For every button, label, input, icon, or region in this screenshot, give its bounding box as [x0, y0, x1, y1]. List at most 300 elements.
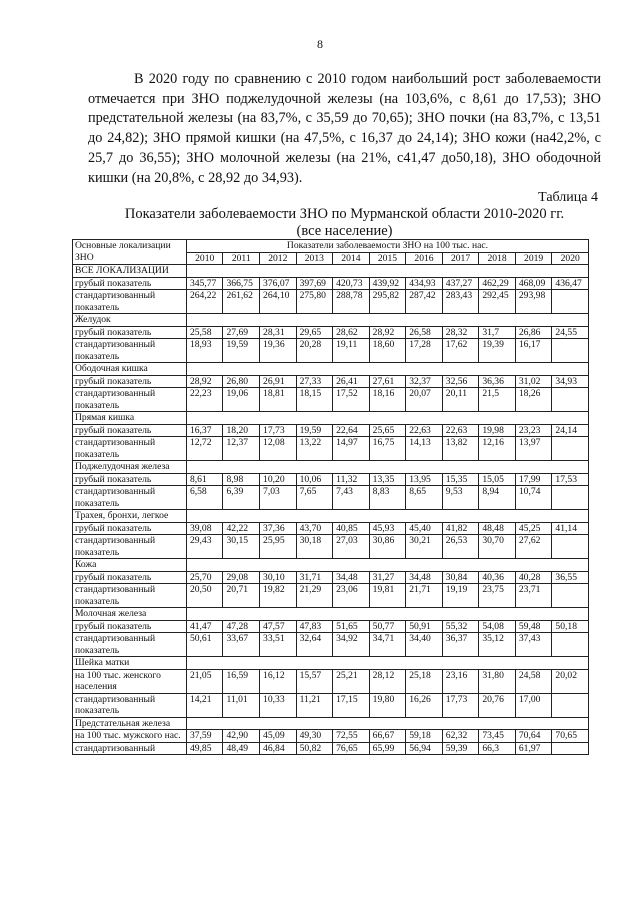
table-cell: 17,52 [333, 388, 370, 412]
table-cell: 8,94 [479, 486, 516, 510]
section-empty-cells [186, 608, 588, 621]
table-cell: 292,45 [479, 290, 516, 314]
table-cell: 11,32 [333, 473, 370, 486]
table-cell: 21,71 [406, 584, 443, 608]
table-row [73, 437, 589, 461]
table-cell: 7,03 [260, 486, 297, 510]
table-cell: 27,62 [515, 535, 552, 559]
row-label: стандартизованный показатель [73, 388, 187, 412]
table-row [73, 584, 589, 608]
table-cell: 17,73 [442, 693, 479, 717]
table-cell: 283,43 [442, 290, 479, 314]
row-label: стандартизованный показатель [73, 693, 187, 717]
row-label: стандартизованный показатель [73, 486, 187, 510]
table-cell: 8,83 [369, 486, 406, 510]
row-label: грубый показатель [73, 620, 187, 633]
table-cell: 18,60 [369, 339, 406, 363]
section-row [73, 608, 589, 621]
table-cell: 40,28 [515, 571, 552, 584]
table-cell: 29,08 [223, 571, 260, 584]
table-cell: 22,63 [406, 424, 443, 437]
section-row [73, 717, 589, 730]
table-title-main: Показатели заболеваемости ЗНО по Мурманской области 2010-2020 гг. [124, 206, 565, 222]
table-cell: 439,92 [369, 277, 406, 290]
year-header: 2017 [442, 252, 479, 265]
table-cell: 27,33 [296, 375, 333, 388]
year-header: 2018 [479, 252, 516, 265]
table-cell: 19,82 [260, 584, 297, 608]
table-cell: 66,67 [369, 730, 406, 743]
table-cell: 22,23 [186, 388, 223, 412]
table-cell: 20,76 [479, 693, 516, 717]
table-cell: 34,93 [552, 375, 589, 388]
table-cell: 19,06 [223, 388, 260, 412]
table-cell: 66,3 [479, 742, 516, 755]
table-cell: 32,37 [406, 375, 443, 388]
table-cell: 20,71 [223, 584, 260, 608]
table-cell: 437,27 [442, 277, 479, 290]
section-empty-cells [186, 657, 588, 670]
table-cell: 288,78 [333, 290, 370, 314]
table-cell: 26,53 [442, 535, 479, 559]
table-cell: 376,07 [260, 277, 297, 290]
page-number: 8 [317, 37, 323, 51]
table-cell: 17,00 [515, 693, 552, 717]
table-cell: 6,39 [223, 486, 260, 510]
header-group: Показатели заболеваемости ЗНО на 100 тыс. нас. [186, 240, 588, 253]
table-cell: 48,48 [479, 522, 516, 535]
table-cell: 24,55 [552, 326, 589, 339]
table-row [73, 326, 589, 339]
table-cell: 462,29 [479, 277, 516, 290]
table-cell: 20,28 [296, 339, 333, 363]
year-header: 2019 [515, 252, 552, 265]
table-row [73, 339, 589, 363]
table-row [73, 375, 589, 388]
table-cell: 14,13 [406, 437, 443, 461]
section-empty-cells [186, 461, 588, 474]
table-cell: 28,32 [442, 326, 479, 339]
table-cell: 23,06 [333, 584, 370, 608]
table-cell: 15,35 [442, 473, 479, 486]
table-cell: 30,18 [296, 535, 333, 559]
table-cell: 10,20 [260, 473, 297, 486]
table-cell: 31,7 [479, 326, 516, 339]
table-cell: 295,82 [369, 290, 406, 314]
section-name: Кожа [73, 559, 187, 572]
table-row [73, 535, 589, 559]
table-cell: 17,73 [260, 424, 297, 437]
table-cell: 10,33 [260, 693, 297, 717]
table-cell: 59,18 [406, 730, 443, 743]
section-row [73, 314, 589, 327]
table-cell: 76,65 [333, 742, 370, 755]
table-cell: 29,65 [296, 326, 333, 339]
table-cell: 20,07 [406, 388, 443, 412]
table-cell: 30,84 [442, 571, 479, 584]
table-row [73, 620, 589, 633]
table-row [73, 486, 589, 510]
table-cell: 15,57 [296, 669, 333, 693]
table-cell: 37,43 [515, 633, 552, 657]
table-cell: 468,09 [515, 277, 552, 290]
table-cell: 24,58 [515, 669, 552, 693]
table-cell: 19,11 [333, 339, 370, 363]
table-cell: 6,58 [186, 486, 223, 510]
table-cell: 17,28 [406, 339, 443, 363]
row-label: грубый показатель [73, 424, 187, 437]
table-cell: 49,85 [186, 742, 223, 755]
table-cell: 366,75 [223, 277, 260, 290]
table-row [73, 669, 589, 693]
section-row [73, 265, 589, 278]
table-cell: 12,16 [479, 437, 516, 461]
table-cell: 12,72 [186, 437, 223, 461]
table-cell: 42,90 [223, 730, 260, 743]
table-cell: 18,20 [223, 424, 260, 437]
table-cell: 13,97 [515, 437, 552, 461]
table-cell: 47,83 [296, 620, 333, 633]
table-cell: 19,81 [369, 584, 406, 608]
row-label: грубый показатель [73, 473, 187, 486]
header-localization: Основные локализации ЗНО [73, 240, 187, 265]
table-cell: 23,16 [442, 669, 479, 693]
row-label: стандартизованный показатель [73, 535, 187, 559]
table-cell: 33,67 [223, 633, 260, 657]
table-cell: 13,95 [406, 473, 443, 486]
table-cell: 59,48 [515, 620, 552, 633]
table-cell [552, 388, 589, 412]
table-cell: 14,97 [333, 437, 370, 461]
section-row [73, 412, 589, 425]
table-cell: 48,49 [223, 742, 260, 755]
incidence-table [72, 239, 589, 755]
section-row [73, 461, 589, 474]
table-cell: 65,99 [369, 742, 406, 755]
table-cell: 287,42 [406, 290, 443, 314]
year-header: 2013 [296, 252, 333, 265]
table-cell: 17,99 [515, 473, 552, 486]
table-cell: 293,98 [515, 290, 552, 314]
table-cell: 50,18 [552, 620, 589, 633]
table-cell: 54,08 [479, 620, 516, 633]
table-cell: 24,14 [552, 424, 589, 437]
table-cell: 397,69 [296, 277, 333, 290]
table-cell: 72,55 [333, 730, 370, 743]
table-cell: 34,48 [333, 571, 370, 584]
section-name: Прямая кишка [73, 412, 187, 425]
table-cell: 30,86 [369, 535, 406, 559]
year-header: 2015 [369, 252, 406, 265]
row-label: стандартизованный показатель [73, 290, 187, 314]
table-cell: 11,01 [223, 693, 260, 717]
table-cell: 56,94 [406, 742, 443, 755]
table-header-row [73, 240, 589, 253]
table-cell: 18,26 [515, 388, 552, 412]
table-cell: 23,75 [479, 584, 516, 608]
table-cell [552, 339, 589, 363]
table-cell: 31,80 [479, 669, 516, 693]
table-cell: 41,47 [186, 620, 223, 633]
table-cell: 17,53 [552, 473, 589, 486]
table-cell: 28,62 [333, 326, 370, 339]
section-name: Трахея, бронхи, легкое [73, 510, 187, 523]
table-cell: 23,71 [515, 584, 552, 608]
table-cell: 19,39 [479, 339, 516, 363]
section-row [73, 559, 589, 572]
table-cell: 40,36 [479, 571, 516, 584]
table-title-sub: (все население) [296, 223, 393, 239]
table-cell: 434,93 [406, 277, 443, 290]
table-cell: 16,26 [406, 693, 443, 717]
row-label: стандартизованный показатель [73, 633, 187, 657]
table-cell: 26,86 [515, 326, 552, 339]
table-row [73, 693, 589, 717]
year-header: 2016 [406, 252, 443, 265]
table-cell: 73,45 [479, 730, 516, 743]
table-cell: 45,09 [260, 730, 297, 743]
table-cell: 34,40 [406, 633, 443, 657]
table-cell: 25,18 [406, 669, 443, 693]
table-cell: 14,21 [186, 693, 223, 717]
table-cell: 37,36 [260, 522, 297, 535]
section-empty-cells [186, 717, 588, 730]
year-header: 2010 [186, 252, 223, 265]
table-cell: 22,63 [442, 424, 479, 437]
section-name: Желудок [73, 314, 187, 327]
table-cell: 62,32 [442, 730, 479, 743]
table-cell: 26,80 [223, 375, 260, 388]
table-cell: 10,74 [515, 486, 552, 510]
table-cell: 33,51 [260, 633, 297, 657]
row-label: грубый показатель [73, 277, 187, 290]
table-row [73, 290, 589, 314]
table-cell: 59,39 [442, 742, 479, 755]
table-cell: 7,43 [333, 486, 370, 510]
table-cell: 22,64 [333, 424, 370, 437]
table-cell [552, 693, 589, 717]
intro-paragraph: В 2020 году по сравнению с 2010 годом наибольший рост заболеваемости отмечается при ЗНО поджелудочной железы (на 103,6%, с 8,61 до 17,53); ЗНО предстательной железы (на 83,7%, с 35,59 до 70,65); ЗНО почки (на 83,7%, с 13,51 до 24,82); ЗНО прямой кишки (на 47,5%, с 16,37 до 24,14); ЗНО кожи (на42,2%, с 25,7 до 36,55); ЗНО молочной железы (на 21%, с41,47 до50,18), ЗНО ободочной кишки (на 20,8%, с 28,92 до 34,93). [88, 71, 601, 186]
section-empty-cells [186, 412, 588, 425]
table-cell: 28,12 [369, 669, 406, 693]
table-cell: 16,17 [515, 339, 552, 363]
table-row [73, 277, 589, 290]
table-cell: 12,37 [223, 437, 260, 461]
table-row [73, 522, 589, 535]
table-cell: 12,08 [260, 437, 297, 461]
table-cell: 420,73 [333, 277, 370, 290]
table-cell: 17,15 [333, 693, 370, 717]
table-cell: 18,93 [186, 339, 223, 363]
table-number-label: Таблица 4 [538, 190, 598, 205]
table-cell: 25,95 [260, 535, 297, 559]
row-label: стандартизованный показатель [73, 437, 187, 461]
table-cell: 25,70 [186, 571, 223, 584]
table-cell: 264,22 [186, 290, 223, 314]
table-cell: 17,62 [442, 339, 479, 363]
table-cell: 45,40 [406, 522, 443, 535]
table-row [73, 424, 589, 437]
section-empty-cells [186, 314, 588, 327]
year-header: 2012 [260, 252, 297, 265]
table-cell: 35,12 [479, 633, 516, 657]
section-name: Ободочная кишка [73, 363, 187, 376]
table-cell: 25,21 [333, 669, 370, 693]
table-cell: 21,29 [296, 584, 333, 608]
table-cell: 40,85 [333, 522, 370, 535]
table-cell: 10,06 [296, 473, 333, 486]
table-cell: 36,36 [479, 375, 516, 388]
table-cell: 41,82 [442, 522, 479, 535]
row-label: стандартизованный показатель [73, 339, 187, 363]
table-cell [552, 535, 589, 559]
table-cell: 32,64 [296, 633, 333, 657]
table-cell: 70,64 [515, 730, 552, 743]
table-cell: 19,59 [223, 339, 260, 363]
table-cell: 8,98 [223, 473, 260, 486]
table-cell: 18,15 [296, 388, 333, 412]
table-cell [552, 633, 589, 657]
table-cell: 46,84 [260, 742, 297, 755]
table-cell: 25,58 [186, 326, 223, 339]
table-cell: 436,47 [552, 277, 589, 290]
table-cell: 30,70 [479, 535, 516, 559]
table-cell: 50,82 [296, 742, 333, 755]
table-cell: 21,05 [186, 669, 223, 693]
section-name: Поджелудочная железа [73, 461, 187, 474]
table-cell: 39,08 [186, 522, 223, 535]
table-cell: 23,23 [515, 424, 552, 437]
table-cell: 34,71 [369, 633, 406, 657]
row-label: грубый показатель [73, 522, 187, 535]
table-row [73, 473, 589, 486]
table-row [73, 571, 589, 584]
table-cell: 18,81 [260, 388, 297, 412]
table-cell: 26,58 [406, 326, 443, 339]
table-cell: 27,03 [333, 535, 370, 559]
section-empty-cells [186, 510, 588, 523]
section-name: ВСЕ ЛОКАЛИЗАЦИИ [73, 265, 187, 278]
table-cell: 31,02 [515, 375, 552, 388]
table-cell: 51,65 [333, 620, 370, 633]
table-cell: 15,05 [479, 473, 516, 486]
table-cell [552, 437, 589, 461]
table-cell: 264,10 [260, 290, 297, 314]
table-cell: 345,77 [186, 277, 223, 290]
table-cell: 8,61 [186, 473, 223, 486]
table-cell: 28,92 [186, 375, 223, 388]
table-cell: 50,61 [186, 633, 223, 657]
row-label: стандартизованный [73, 742, 187, 755]
year-header: 2011 [223, 252, 260, 265]
table-cell: 70,65 [552, 730, 589, 743]
table-cell: 21,5 [479, 388, 516, 412]
table-row [73, 742, 589, 755]
table-cell: 13,35 [369, 473, 406, 486]
section-empty-cells [186, 559, 588, 572]
table-cell: 50,91 [406, 620, 443, 633]
table-row [73, 633, 589, 657]
table-cell: 30,10 [260, 571, 297, 584]
section-row [73, 510, 589, 523]
table-cell: 27,69 [223, 326, 260, 339]
table-cell: 43,70 [296, 522, 333, 535]
table-cell: 28,31 [260, 326, 297, 339]
table-cell: 16,75 [369, 437, 406, 461]
section-name: Молочная железа [73, 608, 187, 621]
table-cell: 45,25 [515, 522, 552, 535]
table-title [88, 206, 601, 240]
table-cell: 61,97 [515, 742, 552, 755]
table-cell: 18,16 [369, 388, 406, 412]
table-cell [552, 584, 589, 608]
table-cell: 19,80 [369, 693, 406, 717]
table-cell: 32,56 [442, 375, 479, 388]
table-cell: 16,37 [186, 424, 223, 437]
table-cell: 34,48 [406, 571, 443, 584]
table-cell: 9,53 [442, 486, 479, 510]
row-label: на 100 тыс. мужского нас. [73, 730, 187, 743]
table-cell: 30,15 [223, 535, 260, 559]
table-cell: 36,55 [552, 571, 589, 584]
table-cell: 16,59 [223, 669, 260, 693]
table-cell: 28,92 [369, 326, 406, 339]
row-label: грубый показатель [73, 375, 187, 388]
table-cell: 261,62 [223, 290, 260, 314]
row-label: стандартизованный показатель [73, 584, 187, 608]
table-cell: 8,65 [406, 486, 443, 510]
table-cell: 45,93 [369, 522, 406, 535]
table-cell: 47,28 [223, 620, 260, 633]
table-cell: 275,80 [296, 290, 333, 314]
table-cell: 20,50 [186, 584, 223, 608]
table-cell: 49,30 [296, 730, 333, 743]
table-cell: 13,22 [296, 437, 333, 461]
section-empty-cells [186, 363, 588, 376]
table-cell: 55,32 [442, 620, 479, 633]
section-name: Предстательная железа [73, 717, 187, 730]
table-cell: 25,65 [369, 424, 406, 437]
table-cell: 41,14 [552, 522, 589, 535]
table-cell: 19,19 [442, 584, 479, 608]
table-cell: 34,92 [333, 633, 370, 657]
table-cell: 19,98 [479, 424, 516, 437]
table-cell [552, 486, 589, 510]
row-label: грубый показатель [73, 571, 187, 584]
table-cell [552, 742, 589, 755]
table-cell: 19,36 [260, 339, 297, 363]
table-cell: 36,37 [442, 633, 479, 657]
table-cell: 20,11 [442, 388, 479, 412]
table-cell: 47,57 [260, 620, 297, 633]
table-cell: 16,12 [260, 669, 297, 693]
section-row [73, 657, 589, 670]
table-cell: 31,27 [369, 571, 406, 584]
row-label: на 100 тыс. женского населения [73, 669, 187, 693]
row-label: грубый показатель [73, 326, 187, 339]
table-cell: 19,59 [296, 424, 333, 437]
table-cell: 7,65 [296, 486, 333, 510]
section-row [73, 363, 589, 376]
table-cell: 11,21 [296, 693, 333, 717]
table-row [73, 730, 589, 743]
table-cell: 20,02 [552, 669, 589, 693]
table-cell: 26,91 [260, 375, 297, 388]
year-header: 2020 [552, 252, 589, 265]
section-name: Шейка матки [73, 657, 187, 670]
section-empty-cells [186, 265, 588, 278]
table-cell [552, 290, 589, 314]
